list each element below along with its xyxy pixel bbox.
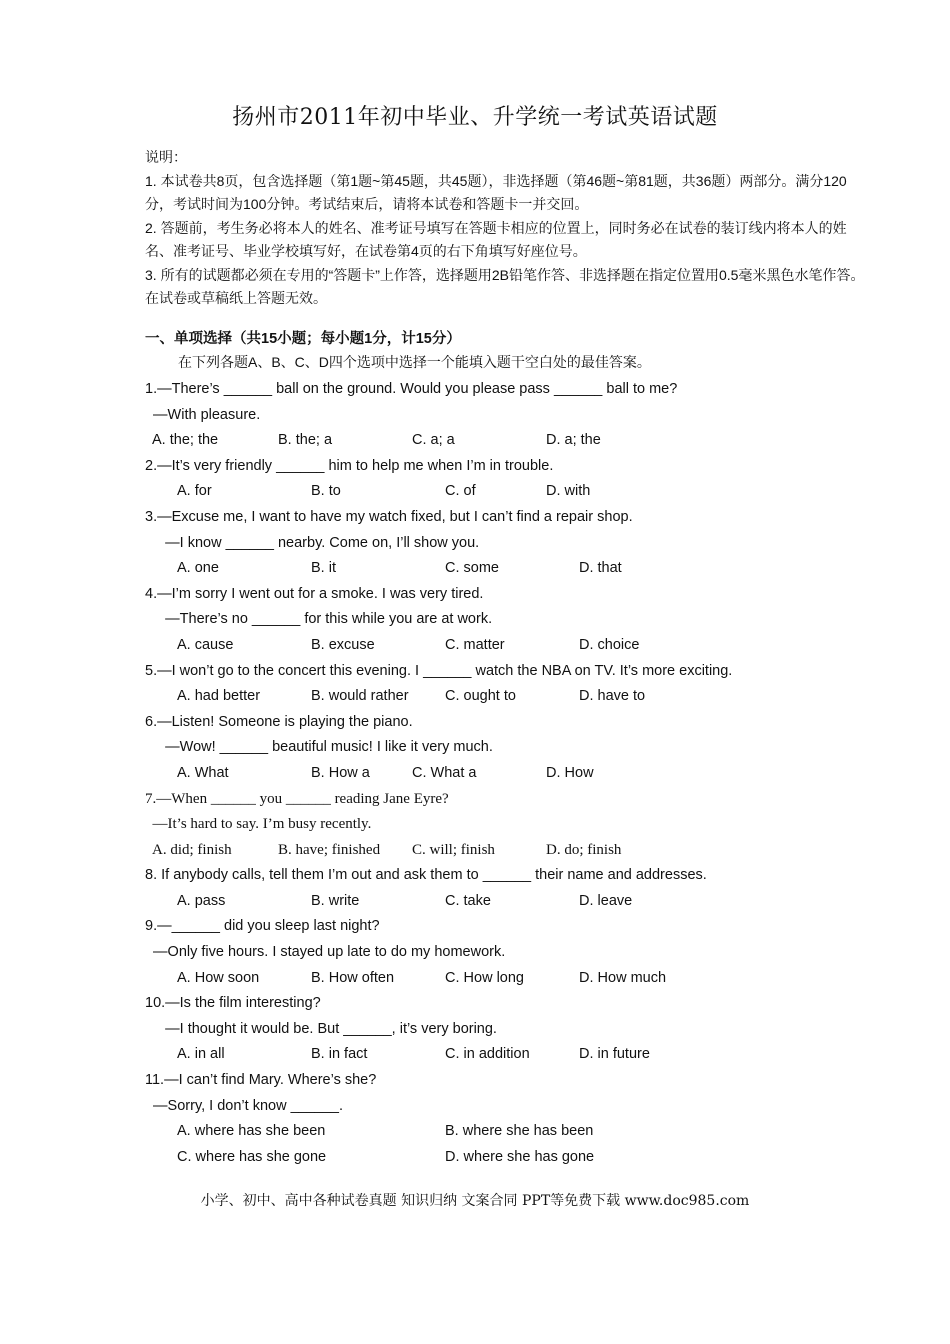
question-line: 11.—I can’t find Mary. Where’s she? xyxy=(145,1072,377,1089)
option-row xyxy=(145,479,845,505)
option-row xyxy=(145,1145,845,1171)
answer-option: D. a; the xyxy=(546,432,601,449)
answer-option: C. will; finish xyxy=(412,841,495,858)
exam-notes xyxy=(145,146,865,311)
note-item: 1. 本试卷共8页，包含选择题（第1题~第45题，共45题），非选择题（第46题~第81题，共36题）两部分。满分120分，考试时间为100分钟。考试结束后，请将本试卷和答题卡一并交回。 xyxy=(145,172,847,212)
answer-option: C. ought to xyxy=(445,688,516,705)
question-line: —With pleasure. xyxy=(145,406,261,423)
question-line: 5.—I won’t go to the concert this evening. I ______ watch the NBA on TV. It’s more exciting. xyxy=(145,662,733,679)
answer-option: B. where she has been xyxy=(445,1123,594,1140)
question-line: 9.—______ did you sleep last night? xyxy=(145,918,380,935)
answer-option: C. in addition xyxy=(445,1046,530,1063)
option-row xyxy=(145,428,845,454)
option-row xyxy=(145,838,845,864)
answer-option: D. in future xyxy=(579,1046,650,1063)
question-line: —There’s no ______ for this while you are at work. xyxy=(145,611,493,628)
question-line: —Wow! ______ beautiful music! I like it very much. xyxy=(145,739,493,756)
question-line: 2.—It’s very friendly ______ him to help me when I’m in trouble. xyxy=(145,457,554,474)
answer-option: D. do; finish xyxy=(546,841,622,858)
answer-option: C. some xyxy=(445,560,499,577)
answer-option: A. one xyxy=(177,560,219,577)
question-line: —Only five hours. I stayed up late to do my homework. xyxy=(145,944,506,961)
answer-option: B. How a xyxy=(311,764,370,781)
answer-option: D. with xyxy=(546,483,591,500)
option-row xyxy=(145,1042,845,1068)
option-row xyxy=(145,966,845,992)
notes-heading: 说明： xyxy=(145,149,187,165)
answer-option: A. for xyxy=(177,483,212,500)
answer-option: C. where has she gone xyxy=(177,1148,327,1165)
answer-option: A. where has she been xyxy=(177,1123,326,1140)
option-row xyxy=(145,761,845,787)
answer-option: B. to xyxy=(311,483,341,500)
question-line: 6.—Listen! Someone is playing the piano. xyxy=(145,713,413,730)
answer-option: B. would rather xyxy=(311,688,409,705)
question-line: 10.—Is the film interesting? xyxy=(145,995,321,1012)
question-line: —It’s hard to say. I’m busy recently. xyxy=(145,816,372,833)
answer-option: B. in fact xyxy=(311,1046,368,1063)
answer-option: A. cause xyxy=(177,636,234,653)
page-title: 扬州市2011年初中毕业、升学统一考试英语试题 xyxy=(232,105,718,130)
answer-option: C. matter xyxy=(445,636,505,653)
answer-option: A. had better xyxy=(177,688,261,705)
question-list xyxy=(145,377,845,1170)
answer-option: C. How long xyxy=(445,969,524,986)
note-item: 3. 所有的试题都必须在专用的“答题卡”上作答，选择题用2B铅笔作答、非选择题在指定位置用0.5毫米黑色水笔作答。在试卷或草稿纸上答题无效。 xyxy=(145,266,865,306)
answer-option: A. the; the xyxy=(152,432,219,449)
answer-option: D. where she has gone xyxy=(445,1148,595,1165)
footer: 小学、初中、高中各种试卷真题 知识归纳 文案合同 PPT等免费下载 www.doc985.com xyxy=(200,1193,750,1209)
answer-option: C. What a xyxy=(412,764,477,781)
answer-option: B. the; a xyxy=(278,432,333,449)
question-line: 1.—There’s ______ ball on the ground. Would you please pass ______ ball to me? xyxy=(145,381,678,397)
question-line: 8. If anybody calls, tell them I’m out and ask them to ______ their name and addresses. xyxy=(145,867,707,884)
question-line: 3.—Excuse me, I want to have my watch fixed, but I can’t find a repair shop. xyxy=(145,508,633,525)
answer-option: B. excuse xyxy=(311,636,375,653)
section-heading: 一、单项选择（共15小题；每小题1分，计15分） xyxy=(145,331,461,347)
answer-option: C. of xyxy=(445,483,476,500)
answer-option: B. have; finished xyxy=(278,841,381,858)
answer-option: B. it xyxy=(311,560,336,577)
option-row xyxy=(145,556,845,582)
section-instruction: 在下列各题A、B、C、D四个选项中选择一个能填入题干空白处的最佳答案。 xyxy=(178,354,651,370)
note-item: 2. 答题前，考生务必将本人的姓名、准考证号填写在答题卡相应的位置上，同时务必在试卷的装订线内将本人的姓名、准考证号、毕业学校填写好，在试卷第4页的右下角填写好座位号。 xyxy=(145,219,847,259)
answer-option: A. in all xyxy=(177,1046,225,1063)
answer-option: D. leave xyxy=(579,892,633,909)
answer-option: A. What xyxy=(177,764,229,781)
answer-option: D. How xyxy=(546,764,594,781)
answer-option: D. have to xyxy=(579,688,646,705)
answer-option: D. that xyxy=(579,560,622,577)
question-line: —I know ______ nearby. Come on, I’ll show you. xyxy=(145,534,480,551)
option-row xyxy=(145,684,845,710)
answer-option: A. did; finish xyxy=(152,841,232,858)
answer-option: B. How often xyxy=(311,969,395,986)
answer-option: C. take xyxy=(445,892,491,909)
answer-option: C. a; a xyxy=(412,432,455,449)
answer-option: D. How much xyxy=(579,969,667,986)
option-row xyxy=(145,633,845,659)
question-line: 7.—When ______ you ______ reading Jane Eyre? xyxy=(145,790,449,807)
answer-option: A. pass xyxy=(177,892,226,909)
answer-option: A. How soon xyxy=(177,969,260,986)
question-line: 4.—I’m sorry I went out for a smoke. I was very tired. xyxy=(145,585,484,602)
option-row xyxy=(145,1119,845,1145)
option-row xyxy=(145,889,845,915)
question-line: —Sorry, I don’t know ______. xyxy=(145,1097,344,1114)
answer-option: D. choice xyxy=(579,636,640,653)
question-line: —I thought it would be. But ______, it’s very boring. xyxy=(145,1020,497,1037)
answer-option: B. write xyxy=(311,892,360,909)
